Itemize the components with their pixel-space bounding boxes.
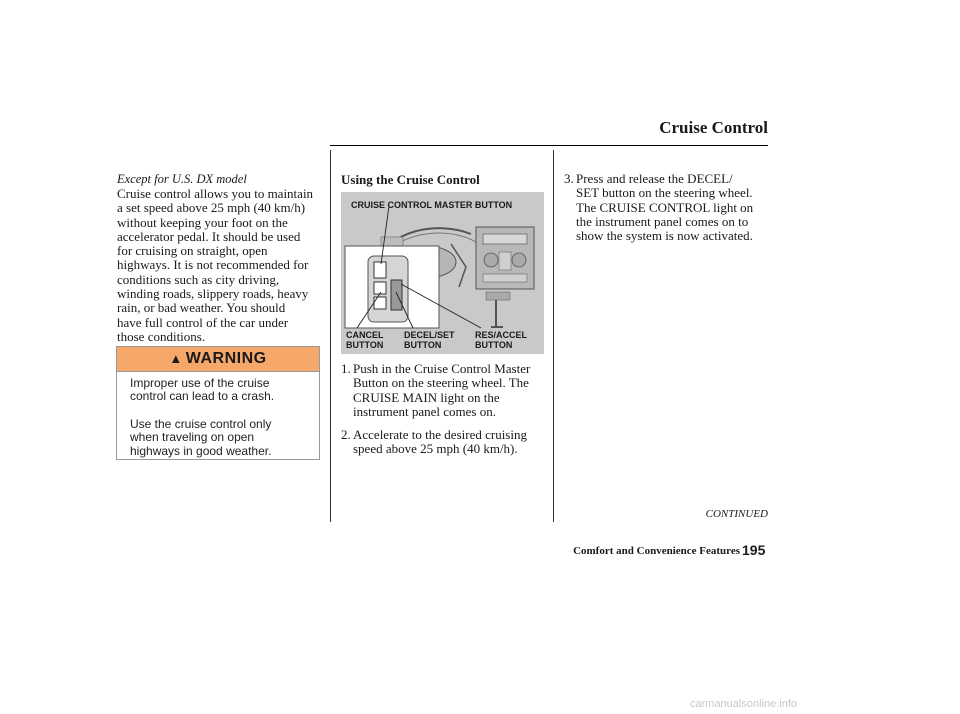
step-line: Push in the Cruise Control Master xyxy=(353,361,531,376)
warning-label-text: WARNING xyxy=(185,350,267,367)
continued-note: CONTINUED xyxy=(705,508,768,520)
label-line: BUTTON xyxy=(346,340,384,350)
model-note: Except for U.S. DX model xyxy=(117,172,247,186)
step-number: 1. xyxy=(341,361,351,376)
intro-line: have full control of the car under xyxy=(117,314,289,330)
step-line: speed above 25 mph (40 km/h). xyxy=(353,441,518,457)
watermark: carmanualsonline.info xyxy=(690,698,798,710)
step-text xyxy=(353,362,548,419)
step-number: 2. xyxy=(341,427,351,442)
label-line: DECEL/SET xyxy=(404,330,455,340)
intro-line: rain, or bad weather. You should xyxy=(117,300,286,316)
step-text xyxy=(576,172,771,243)
warning-triangle-icon: ▲ xyxy=(169,351,183,366)
step-line: Accelerate to the desired cruising xyxy=(353,427,527,442)
label-line: RES/ACCEL xyxy=(475,330,528,340)
header-rule xyxy=(330,145,768,146)
intro-line: those conditions. xyxy=(117,328,206,344)
warning-line: highways in good weather. xyxy=(130,443,272,458)
res-accel-button-label xyxy=(475,330,527,350)
label-line: BUTTON xyxy=(475,340,513,350)
warning-line: Improper use of the cruise xyxy=(130,376,270,390)
page-number: 195 xyxy=(742,542,766,558)
step-line: Button on the steering wheel. The xyxy=(353,375,529,391)
steering-wheel-figure xyxy=(341,192,544,354)
section-heading: Using the Cruise Control xyxy=(341,172,480,187)
master-button-label: CRUISE CONTROL MASTER BUTTON xyxy=(351,200,513,210)
step-text xyxy=(353,428,548,457)
intro-line: a set speed above 25 mph (40 km/h) xyxy=(117,200,306,216)
step-line: The CRUISE CONTROL light on xyxy=(576,199,754,215)
warning-line: Use the cruise control only xyxy=(130,417,272,431)
step-line: instrument panel comes on. xyxy=(353,403,496,419)
warning-paragraph xyxy=(130,418,316,458)
page-title: Cruise Control xyxy=(659,118,768,137)
cancel-button-label xyxy=(346,330,384,350)
intro-line: Cruise control allows you to maintain xyxy=(117,186,314,201)
intro-line: winding roads, slippery roads, heavy xyxy=(117,286,309,302)
column-divider-right xyxy=(553,150,554,522)
intro-line: conditions such as city driving, xyxy=(117,271,280,287)
step-line: SET button on the steering wheel. xyxy=(576,185,753,201)
intro-line: highways. It is not recommended for xyxy=(117,257,309,273)
warning-paragraph xyxy=(130,377,316,404)
intro-paragraph xyxy=(117,187,327,344)
label-line: CANCEL xyxy=(346,330,384,340)
step-line: CRUISE MAIN light on the xyxy=(353,389,500,405)
step-line: Press and release the DECEL/ xyxy=(576,171,733,186)
label-line: BUTTON xyxy=(404,340,442,350)
column-divider-left xyxy=(330,150,331,522)
step-line: show the system is now activated. xyxy=(576,228,753,244)
warning-box xyxy=(116,346,320,460)
footer-section-title: Comfort and Convenience Features xyxy=(573,545,740,557)
intro-line: accelerator pedal. It should be used xyxy=(117,228,301,244)
warning-label xyxy=(117,350,319,368)
warning-line: when traveling on open xyxy=(130,430,255,445)
intro-line: for cruising on straight, open xyxy=(117,243,268,259)
intro-line: without keeping your foot on the xyxy=(117,214,288,230)
step-line: the instrument panel comes on to xyxy=(576,213,749,229)
step-number: 3. xyxy=(564,171,574,186)
warning-line: control can lead to a crash. xyxy=(130,389,275,404)
decel-set-button-label xyxy=(404,330,455,350)
